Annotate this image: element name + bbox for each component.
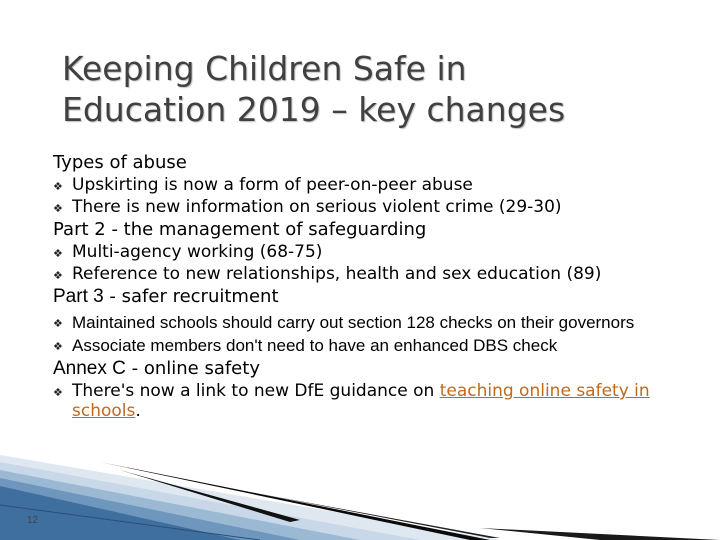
square-bullet-icon: ❖ (53, 269, 63, 282)
square-bullet-icon: ❖ (53, 386, 63, 399)
square-bullet-icon: ❖ (53, 202, 63, 215)
section-heading-label: Types of abuse (53, 152, 187, 173)
page-number: 12 (27, 515, 39, 526)
bullet-text: There is new information on serious violent crime (29-30) (72, 197, 562, 217)
section-heading-part-3 (53, 286, 673, 308)
bullet-text: Associate members don't need to have an enhanced DBS check (72, 336, 558, 355)
bullet-item (53, 312, 673, 333)
section-heading-part-2 (53, 219, 673, 241)
slide-title (62, 48, 682, 130)
slide-title-line-1: Keeping Children Safe in (62, 49, 467, 88)
section-heading-types-of-abuse (53, 152, 673, 174)
bullet-item (53, 175, 673, 195)
bullet-text: There's now a link to new DfE guidance on (72, 381, 440, 401)
section-heading-label: Part 2 (53, 219, 106, 240)
bullet-text: Multi-agency working (68-75) (72, 242, 323, 262)
square-bullet-icon: ❖ (53, 180, 63, 193)
square-bullet-icon: ❖ (53, 318, 63, 330)
slide-title-line-2: Education 2019 – key changes (62, 90, 566, 129)
section-heading-suffix: - online safety (125, 358, 260, 379)
square-bullet-icon: ❖ (53, 341, 63, 353)
bullet-text-end: . (135, 401, 141, 421)
bullet-item (53, 335, 673, 356)
section-heading-label: Part 3 (53, 286, 104, 307)
slide-body (53, 152, 673, 423)
bullet-item (53, 197, 673, 217)
bullet-item (53, 242, 673, 262)
bullet-item (53, 381, 673, 421)
square-bullet-icon: ❖ (53, 247, 63, 260)
bullet-text: Maintained schools should carry out section 128 checks on their governors (72, 313, 635, 332)
bullet-item (53, 264, 673, 284)
section-heading-annex-c (53, 358, 673, 380)
bullet-text: Reference to new relationships, health and sex education (89) (72, 264, 602, 284)
section-heading-suffix: - the management of safeguarding (105, 219, 427, 240)
bullet-text: Upskirting is now a form of peer-on-peer abuse (72, 175, 473, 195)
guidance-link[interactable]: teaching online safety in schools (72, 381, 650, 421)
section-heading-label: Annex C (53, 358, 126, 379)
section-heading-suffix: - safer recruitment (103, 286, 279, 307)
